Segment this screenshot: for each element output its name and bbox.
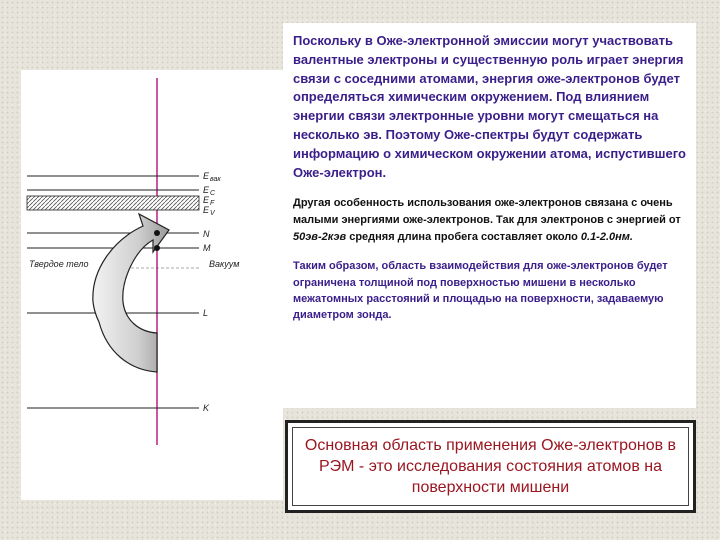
label-m: M [203,243,211,253]
paragraph-low-energy-part-b: средняя длина пробега составляет около [346,230,581,243]
label-e-f-sub: F [210,200,215,207]
label-l: L [203,308,209,318]
energy-range-emphasis: 50эв-2кэв [293,230,347,243]
paragraph-chemical-environment: Поскольку в Оже-электронной эмиссии могут участвовать валентные электроны и существенную роль играет энергия связи с соседними атомами, энергия оже-электронов будет определяться химическим окружением. Под влиянием энергии связи электронные уровни могут смещаться на несколько эв. Поэтому Оже-спектры будут содержать информацию о химическом окружении атома, испустившего Оже-электрон. [293,33,686,180]
solid-label: Твердое тело [29,259,89,269]
paragraph-low-energy [293,195,686,245]
label-n: N [203,229,210,239]
valence-band-hatched [27,196,199,210]
label-e-vac: E [203,171,210,181]
conclusion-callout-inner [292,427,689,506]
electron-dot-m [154,245,160,251]
label-k: K [203,403,210,413]
paragraph-low-energy-part-a: Другая особенность использования оже-электронов связана с очень малыми энергиями оже-электронов. Так для электронов с энергией от [293,197,681,226]
label-e-f: E [203,195,210,205]
conclusion-callout-text: Основная область применения Оже-электронов в РЭМ - это исследования состояния атомов на поверхности мишени [304,437,677,496]
vacuum-label: Вакуум [209,259,240,269]
label-e-c-sub: C [210,190,216,197]
label-e-c: E [203,185,210,195]
energy-level-diagram [21,70,283,500]
auger-energy-diagram [21,70,283,500]
electron-dot-n [154,230,160,236]
conclusion-callout-box [285,420,696,513]
label-e-v-sub: V [210,210,215,217]
label-e-v: E [203,205,210,215]
path-length-emphasis: 0.1-2.0нм. [580,230,633,243]
paragraph-interaction-region: Таким образом, область взаимодействия для оже-электронов будет ограничена толщиной под поверхностью мишени в несколько межатомных расстояний и площадью на поверхности, задаваемую диаметром зонда. [293,260,668,322]
text-panel [283,23,696,408]
label-e-vac-sub: вак [210,176,221,183]
